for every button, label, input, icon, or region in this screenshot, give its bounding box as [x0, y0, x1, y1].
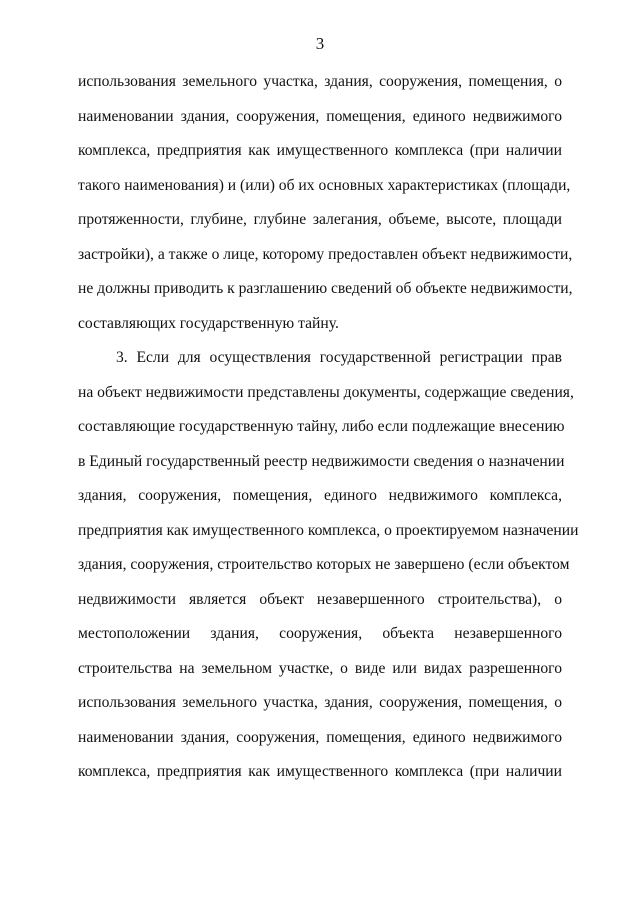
text-line: использования земельного участка, здания, сооружения, помещения, о	[78, 73, 562, 90]
text-line: наименовании здания, сооружения, помещения, единого недвижимого	[78, 728, 562, 746]
text-line: недвижимости является объект незавершенного строительства), о	[78, 590, 562, 608]
text-line: наименовании здания, сооружения, помещения, единого недвижимого	[78, 107, 562, 125]
text-line: предприятия как имущественного комплекса, о проектируемом назначении	[78, 521, 579, 539]
text-line: здания, сооружения, помещения, единого недвижимого комплекса,	[78, 487, 562, 504]
text-line: комплекса, предприятия как имущественного комплекса (при наличии	[78, 763, 562, 780]
text-line: комплекса, предприятия как имущественного комплекса (при наличии	[78, 142, 562, 159]
text-line: составляющих государственную тайну.	[78, 314, 339, 332]
text-line: местоположении здания, сооружения, объекта незавершенного	[78, 625, 562, 642]
text-line: такого наименования) и (или) об их основных характеристиках (площади,	[78, 176, 571, 194]
text-line: в Единый государственный реестр недвижимости сведения о назначении	[78, 452, 565, 470]
text-line: 3. Если для осуществления государственной регистрации прав	[116, 349, 562, 366]
paragraph-2	[78, 341, 579, 790]
text-line: не должны приводить к разглашению сведений об объекте недвижимости,	[78, 280, 573, 297]
text-line: составляющие государственную тайну, либо если подлежащие внесению	[78, 418, 565, 435]
paragraph-1	[78, 65, 573, 341]
text-line: на объект недвижимости представлены документы, содержащие сведения,	[78, 383, 574, 401]
text-line: строительства на земельном участке, о виде или видах разрешенного	[78, 659, 562, 677]
text-line: застройки), а также о лице, которому предоставлен объект недвижимости,	[78, 245, 573, 263]
page-number: 3	[315, 34, 325, 53]
text-line: здания, сооружения, строительство которых не завершено (если объектом	[78, 556, 570, 573]
document-body	[78, 65, 579, 790]
text-line: протяженности, глубине, глубине залегания, объеме, высоте, площади	[78, 211, 562, 228]
text-line: использования земельного участка, здания, сооружения, помещения, о	[78, 694, 562, 711]
